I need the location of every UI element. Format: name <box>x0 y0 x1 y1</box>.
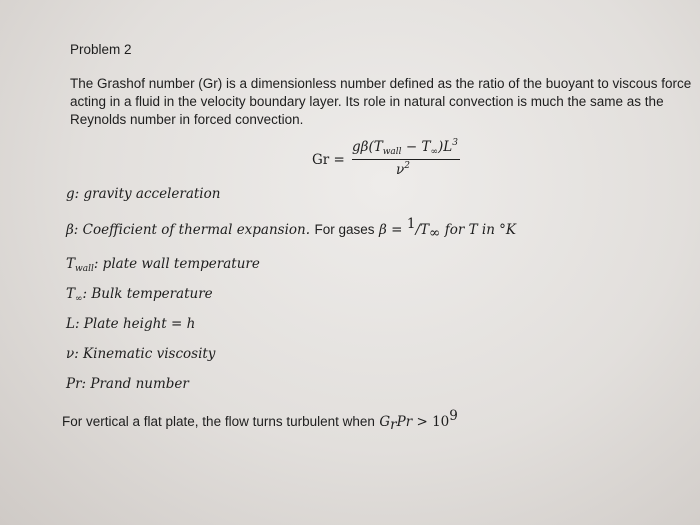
definition-nu: ν: Kinematic viscosity <box>66 346 216 362</box>
formula-numerator: $g\beta(T_{wall} - T_\infty)L^3$ <box>352 138 458 157</box>
problem-title: Problem 2 <box>70 42 132 57</box>
definition-Pr: Pr: Prand number <box>66 376 189 392</box>
definition-twall: $T_{wall}$: plate wall temperature <box>66 256 260 274</box>
intro-line-1: The Grashof number (Gr) is a dimensionless number defined as the ratio of the buoyant to viscous force <box>70 76 692 91</box>
intro-line-2: acting in a fluid in the velocity boundary layer. Its role in natural convection is much the same as the <box>70 94 664 109</box>
intro-line-3: Reynolds number in forced convection. <box>70 112 304 127</box>
definition-g: g: gravity acceleration <box>66 186 221 202</box>
definition-L: L: Plate height = h <box>66 316 196 332</box>
formula-denominator: $\nu^2$ <box>396 161 410 178</box>
formula-lhs: Gr = <box>312 152 345 168</box>
turbulence-criterion: For vertical a flat plate, the flow turns turbulent when $G_rPr > 10^9$ <box>62 408 458 433</box>
definition-tinf: $T_\infty$: Bulk temperature <box>66 286 213 304</box>
fraction-bar <box>352 159 460 160</box>
definition-beta: β: Coefficient of thermal expansion. For gases $\beta = ^1/T_\infty$ for T in °K <box>66 216 517 241</box>
